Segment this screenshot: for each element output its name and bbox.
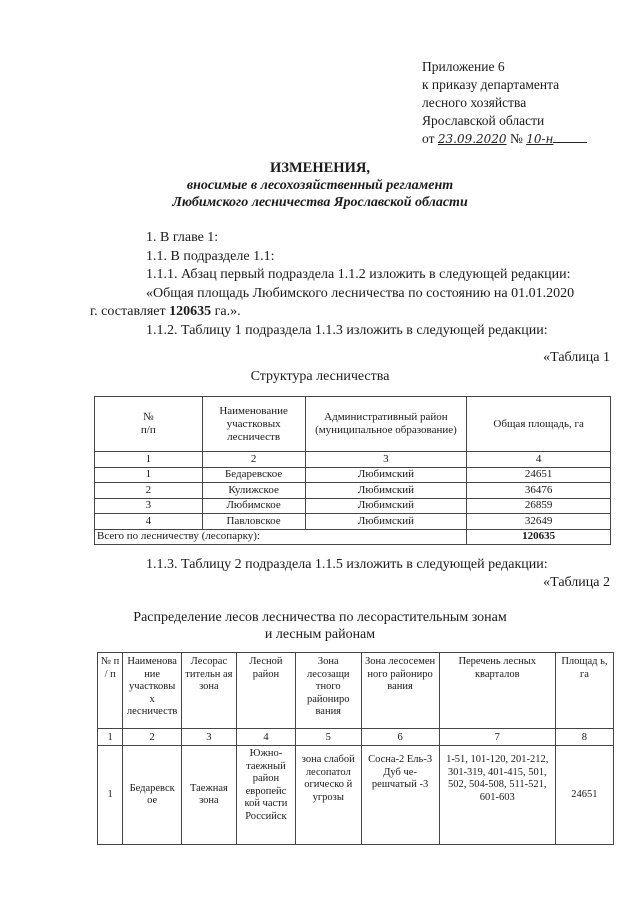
appendix-line-3: лесного хозяйства [422,95,527,110]
header-cell: Лесорас тительн ая зона [181,653,236,729]
column-number: 1 [98,729,123,746]
header-cell: Административный район (муниципальное образование) [305,397,467,452]
header-cell: Лесной район [236,653,295,729]
table-2-title-line-1: Распределение лесов лесничества по лесорастительным зонам [133,610,507,625]
title-line-3: Любимского лесничества Ярославской области [172,195,468,210]
header-cell: Зона лесосемен ного районирo вания [361,653,439,729]
header-cell: Перечень лесных кварталов [439,653,555,729]
table-2-title-line-2: и лесным районам [264,627,376,642]
column-number: 3 [305,452,467,468]
table-cell: Любимский [305,483,467,499]
column-number: 3 [181,729,236,746]
table-row [95,467,611,483]
column-number: 1 [95,452,203,468]
number-label: № [509,131,523,146]
appendix-line-4: Ярославской области [422,113,545,128]
table-cell: 32649 [467,514,611,530]
handwritten-number: 10-н [526,132,554,146]
column-number: 4 [236,729,295,746]
total-row [95,529,611,545]
column-number: 8 [555,729,613,746]
table-cell: 1 [98,746,123,845]
table-cell: Павловское [202,514,305,530]
total-label: Всего по лесничеству (лесопарку): [95,529,467,545]
area-sentence-end: га.». [211,304,241,319]
table-row [95,498,611,514]
table-cell: 26859 [467,498,611,514]
table-cell: Бедаревское [202,467,305,483]
table-header-row [98,653,614,729]
table-cell: зона слабой лесопатол огическо й угрозы [296,746,361,845]
table-2-caption: «Таблица 2 [543,575,610,590]
table-row [95,483,611,499]
column-number: 2 [202,452,305,468]
table-cell: Любимское [202,498,305,514]
table-cell: Любимский [305,514,467,530]
appendix-block [422,58,587,148]
paragraph-5: 1.1.2. Таблицу 1 подраздела 1.1.3 изложить в следующей редакции: [146,322,548,338]
column-number: 4 [467,452,611,468]
table-cell: Любимский [305,467,467,483]
area-sentence-start: г. составляет [90,304,170,319]
from-label: от [422,131,435,146]
table-cell: 1 [95,467,203,483]
total-value: 120635 [467,529,611,545]
appendix-line-1: Приложение 6 [422,59,505,74]
table-cell: 24651 [555,746,613,845]
column-number-row [98,729,614,746]
table-cell: 1-51, 101-120, 201-212, 301-319, 401-415, 501, 502, 504-508, 511-521, 601-603 [439,746,555,845]
paragraph-1: 1. В главе 1: [146,230,219,245]
header-cell: № п / п [98,653,123,729]
column-number-row [95,452,611,468]
document-title [0,160,640,211]
table-cell: Южно- таежный район европейс кой части Российск [236,746,295,845]
table-header-row [95,397,611,452]
forestry-structure-table [94,396,611,545]
paragraph-3: 1.1.1. Абзац первый подраздела 1.1.2 изложить в следующей редакции: [146,267,571,282]
table-cell: 36476 [467,483,611,499]
table-1-title: Структура лесничества [250,369,390,384]
paragraph-4a: «Общая площадь Любимского лесничества по состоянию на 01.01.2020 [146,285,575,301]
signature-underline [553,142,587,143]
header-cell: Площад ь, га [555,653,613,729]
table-cell: Кулижское [202,483,305,499]
table-cell: 4 [95,514,203,530]
forest-zones-table [97,652,614,845]
table-cell: 2 [95,483,203,499]
title-line-2: вносимые в лесохозяйственный регламент [186,178,454,193]
table-cell: Любимский [305,498,467,514]
table-1-caption: «Таблица 1 [543,350,610,365]
paragraph-4b [90,303,612,322]
paragraph-6: 1.1.3. Таблицу 2 подраздела 1.1.5 изложить в следующей редакции: [146,557,548,572]
column-number: 2 [123,729,182,746]
handwritten-date: 23.09.2020 [437,132,507,146]
table-cell: Сосна-2 Ель-3 Дуб че- решчатый -3 [361,746,439,845]
header-cell: Наименова ние участковы х лесничеств [123,653,182,729]
table-cell: 24651 [467,467,611,483]
table-cell: Таежная зона [181,746,236,845]
column-number: 7 [439,729,555,746]
table-row [95,514,611,530]
total-area-value: 120635 [169,304,212,319]
paragraph-2: 1.1. В подразделе 1.1: [146,248,275,264]
header-cell: Зона лесозащи тного районирo вания [296,653,361,729]
column-number: 6 [361,729,439,746]
header-cell: № п/п [95,397,203,452]
table-row [98,746,614,845]
appendix-line-2: к приказу департамента [422,77,560,92]
column-number: 5 [296,729,361,746]
body-text [90,229,612,340]
table-cell: Бедаревск ое [123,746,182,845]
order-date-line [422,130,587,148]
title-heading: ИЗМЕНЕНИЯ, [270,160,370,176]
header-cell: Общая площадь, га [467,397,611,452]
header-cell: Наименование участковых лесничеств [202,397,305,452]
table-cell: 3 [95,498,203,514]
